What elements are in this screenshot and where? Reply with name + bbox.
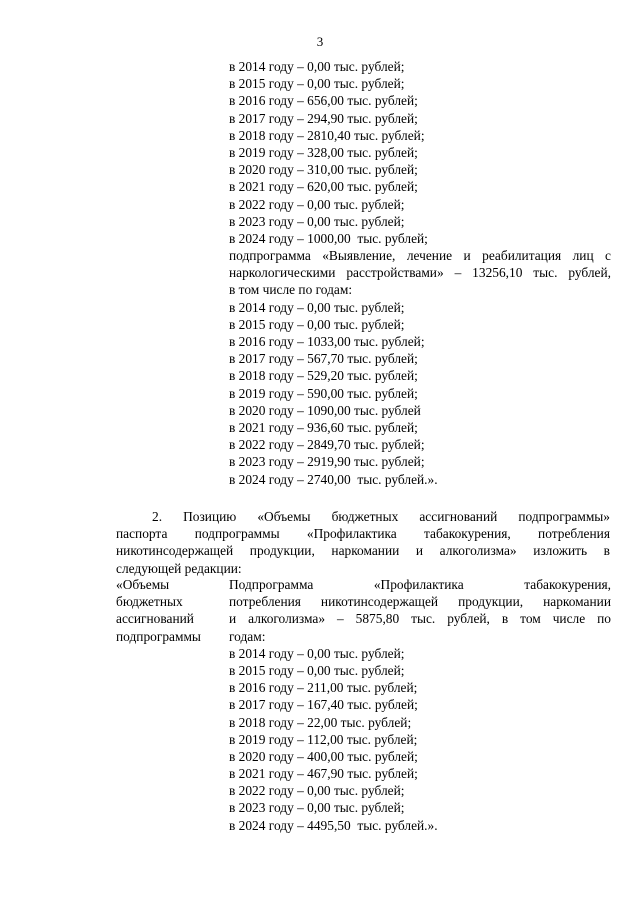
table-label: «Объемы bbox=[116, 577, 170, 592]
paragraph-line: следующей редакции: bbox=[116, 560, 242, 576]
table-value-column bbox=[229, 576, 611, 834]
year-line: в 2016 году – 656,00 тыс. рублей; bbox=[229, 93, 418, 109]
year-line: в 2022 году – 0,00 тыс. рублей; bbox=[229, 783, 405, 799]
year-line: в 2019 году – 112,00 тыс. рублей; bbox=[229, 731, 418, 747]
paragraph-line: никотинсодержащей продукции, наркомании и алкоголизма» изложить в bbox=[116, 543, 610, 559]
item-2-paragraph bbox=[116, 508, 610, 577]
year-line: в 2020 году – 400,00 тыс. рублей; bbox=[229, 748, 418, 764]
year-line: в 2021 году – 936,60 тыс. рублей; bbox=[229, 419, 418, 435]
year-line: в 2022 году – 0,00 тыс. рублей; bbox=[229, 196, 405, 212]
table-label: бюджетных bbox=[116, 594, 183, 610]
year-line: в 2019 году – 590,00 тыс. рублей; bbox=[229, 385, 418, 401]
table-label-column bbox=[116, 576, 224, 645]
year-line: в 2021 году – 467,90 тыс. рублей; bbox=[229, 766, 418, 782]
year-line: в 2023 году – 2919,90 тыс. рублей; bbox=[229, 454, 425, 470]
year-line: в 2014 году – 0,00 тыс. рублей; bbox=[229, 59, 405, 74]
year-line: в 2018 году – 22,00 тыс. рублей; bbox=[229, 714, 412, 730]
table-value-text: потребления никотинсодержащей продукции, наркомании bbox=[229, 594, 611, 610]
year-line: в 2014 году – 0,00 тыс. рублей; bbox=[229, 299, 405, 315]
table-value-text: и алкоголизма» – 5875,80 тыс. рублей, в том числе по bbox=[229, 611, 611, 627]
year-line: в 2014 году – 0,00 тыс. рублей; bbox=[229, 645, 405, 661]
year-line: в 2023 году – 0,00 тыс. рублей; bbox=[229, 800, 405, 816]
year-line: в 2024 году – 1000,00 тыс. рублей; bbox=[229, 230, 428, 246]
table-value-text: Подпрограмма «Профилактика табакокурения, bbox=[229, 577, 611, 592]
year-line: в 2019 году – 328,00 тыс. рублей; bbox=[229, 144, 418, 160]
year-line: в 2015 году – 0,00 тыс. рублей; bbox=[229, 316, 405, 332]
subprogram-text: в том числе по годам: bbox=[229, 282, 353, 298]
year-line: в 2015 году – 0,00 тыс. рублей; bbox=[229, 76, 405, 92]
year-line: в 2020 году – 310,00 тыс. рублей; bbox=[229, 162, 418, 178]
page-number: 3 bbox=[316, 34, 324, 49]
year-line: в 2015 году – 0,00 тыс. рублей; bbox=[229, 662, 405, 678]
subprogram-text: наркологическими расстройствами» – 13256,10 тыс. рублей, bbox=[229, 265, 611, 281]
paragraph-line: 2. Позицию «Объемы бюджетных ассигнований подпрограммы» bbox=[152, 509, 610, 524]
year-line: в 2018 году – 2810,40 тыс. рублей; bbox=[229, 127, 425, 143]
table-value-text: годам: bbox=[229, 628, 266, 644]
year-line: в 2020 году – 1090,00 тыс. рублей bbox=[229, 402, 421, 418]
table-label: ассигнований bbox=[116, 611, 194, 627]
year-line: в 2024 году – 2740,00 тыс. рублей.». bbox=[229, 471, 438, 487]
year-line: в 2023 году – 0,00 тыс. рублей; bbox=[229, 213, 405, 229]
year-line: в 2021 году – 620,00 тыс. рублей; bbox=[229, 179, 418, 195]
year-line: в 2018 году – 529,20 тыс. рублей; bbox=[229, 368, 418, 384]
year-line: в 2022 году – 2849,70 тыс. рублей; bbox=[229, 437, 425, 453]
year-line: в 2017 году – 567,70 тыс. рублей; bbox=[229, 351, 418, 367]
year-line: в 2017 году – 167,40 тыс. рублей; bbox=[229, 697, 418, 713]
year-line: в 2016 году – 1033,00 тыс. рублей; bbox=[229, 334, 425, 349]
year-line: в 2016 году – 211,00 тыс. рублей; bbox=[229, 680, 418, 696]
subprogram-text: подпрограмма «Выявление, лечение и реабилитация лиц с bbox=[229, 248, 611, 264]
paragraph-line: паспорта подпрограммы «Профилактика табакокурения, потребления bbox=[116, 526, 610, 542]
funding-block-1 bbox=[229, 58, 611, 488]
table-label: подпрограммы bbox=[116, 628, 201, 644]
year-line: в 2024 году – 4495,50 тыс. рублей.». bbox=[229, 817, 438, 833]
year-line: в 2017 году – 294,90 тыс. рублей; bbox=[229, 110, 418, 126]
